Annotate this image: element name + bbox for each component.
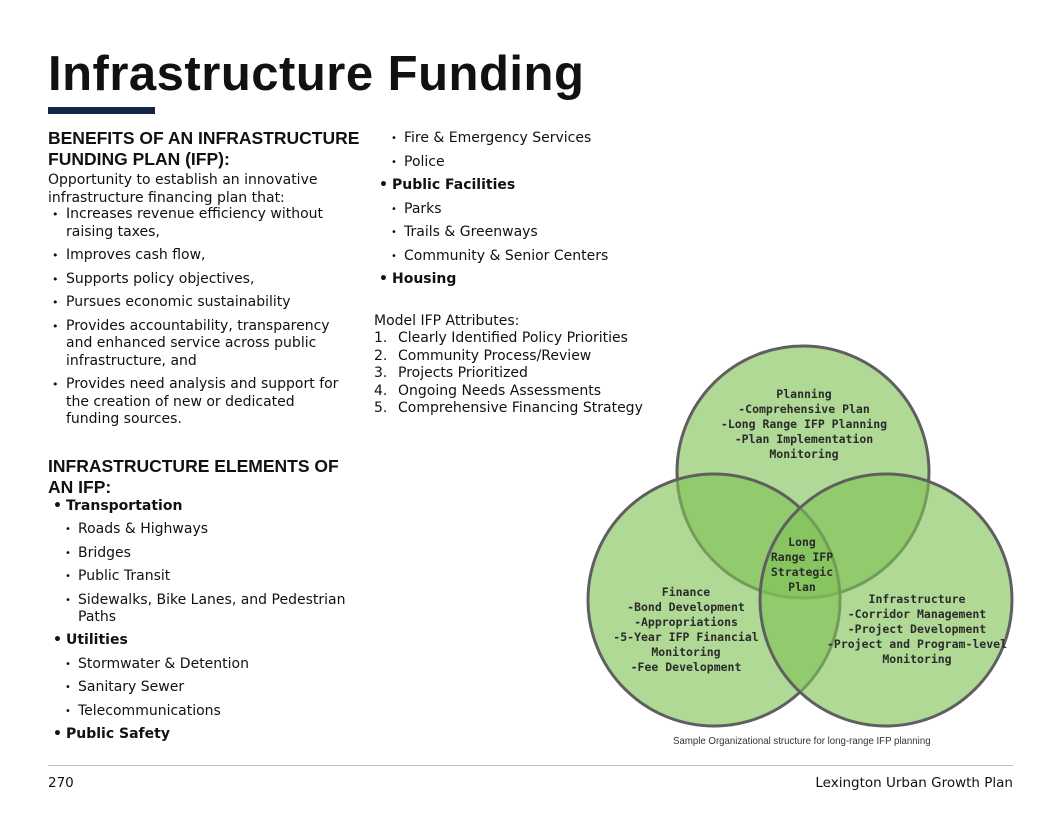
benefit-item: • Increases revenue efficiency without raising taxes, bbox=[48, 206, 348, 241]
title-underline bbox=[48, 107, 155, 114]
attribute-text: Community Process/Review bbox=[398, 347, 592, 364]
attribute-number: 5. bbox=[374, 400, 388, 416]
venn-center-line: Plan bbox=[788, 580, 816, 594]
element-category: • Transportation bbox=[48, 498, 368, 516]
venn-infrastructure-line: -Corridor Management bbox=[847, 607, 987, 621]
element-subitem: • Bridges bbox=[48, 545, 368, 563]
venn-center-line: Range IFP bbox=[770, 550, 834, 564]
attribute-number: 4. bbox=[374, 382, 388, 399]
document-title: Lexington Urban Growth Plan bbox=[815, 775, 1013, 791]
element-subitem: • Sidewalks, Bike Lanes, and Pedestrian Paths bbox=[48, 592, 368, 627]
venn-planning-line: Monitoring bbox=[769, 447, 839, 461]
attribute-number: 3. bbox=[374, 365, 388, 381]
venn-finance-line: -Appropriations bbox=[634, 615, 738, 629]
benefit-item: • Provides accountability, transparency and enhanced service across public infrastructure, and bbox=[48, 318, 348, 371]
venn-finance-line: -5-Year IFP Financial bbox=[613, 630, 759, 644]
element-subitem: • Public Transit bbox=[48, 568, 368, 586]
element-subitem: • Parks bbox=[374, 201, 654, 219]
benefits-list bbox=[48, 206, 348, 435]
element-subitem: • Sanitary Sewer bbox=[48, 679, 368, 697]
attribute-text: Projects Prioritized bbox=[398, 365, 528, 381]
element-subitem: • Roads & Highways bbox=[48, 521, 368, 539]
attribute-text: Ongoing Needs Assessments bbox=[398, 382, 602, 399]
element-subitem: • Trails & Greenways bbox=[374, 224, 654, 242]
element-category: • Public Safety bbox=[48, 726, 368, 744]
benefit-item: • Pursues economic sustainability bbox=[48, 294, 348, 312]
venn-planning-line: -Plan Implementation bbox=[734, 432, 874, 446]
footer-divider bbox=[48, 765, 1013, 766]
venn-planning-line: -Long Range IFP Planning bbox=[720, 417, 888, 431]
element-category: • Public Facilities bbox=[374, 177, 654, 195]
benefit-item: • Improves cash flow, bbox=[48, 247, 348, 265]
elements-list-continued bbox=[374, 130, 654, 295]
page-number: 270 bbox=[48, 775, 74, 791]
element-subitem: • Police bbox=[374, 154, 654, 172]
venn-infrastructure-line: Infrastructure bbox=[868, 592, 966, 606]
attribute-text: Comprehensive Financing Strategy bbox=[398, 400, 643, 416]
elements-list bbox=[48, 498, 368, 749]
venn-finance-line: Monitoring bbox=[651, 645, 721, 659]
venn-infrastructure-line: -Project and Program-level bbox=[826, 637, 1008, 651]
benefit-item: • Provides need analysis and support for the creation of new or dedicated funding sources. bbox=[48, 376, 348, 429]
benefits-intro: Opportunity to establish an innovative infrastructure financing plan that: bbox=[48, 172, 318, 206]
element-category: • Utilities bbox=[48, 632, 368, 650]
element-subitem: • Stormwater & Detention bbox=[48, 656, 368, 674]
benefits-heading: BENEFITS OF AN INFRASTRUCTURE FUNDING PLAN (IFP): bbox=[48, 128, 360, 169]
element-subitem: • Community & Senior Centers bbox=[374, 248, 654, 266]
element-subitem: • Telecommunications bbox=[48, 703, 368, 721]
venn-center-line: Strategic bbox=[770, 565, 834, 579]
element-category: • Housing bbox=[374, 271, 654, 289]
attribute-text: Clearly Identified Policy Priorities bbox=[398, 330, 628, 346]
venn-infrastructure-line: Monitoring bbox=[882, 652, 952, 666]
venn-infrastructure-line: -Project Development bbox=[847, 622, 987, 636]
venn-finance-line: -Bond Development bbox=[627, 600, 745, 614]
elements-heading: INFRASTRUCTURE ELEMENTS OF AN IFP: bbox=[48, 456, 339, 497]
venn-caption: Sample Organizational structure for long-range IFP planning bbox=[673, 735, 931, 747]
venn-finance-line: Finance bbox=[661, 585, 711, 599]
element-subitem: • Fire & Emergency Services bbox=[374, 130, 654, 148]
attributes-heading: Model IFP Attributes: bbox=[374, 313, 520, 329]
attribute-number: 2. bbox=[374, 347, 388, 364]
venn-diagram bbox=[585, 340, 1015, 740]
venn-planning-line: Planning bbox=[776, 387, 832, 401]
benefit-item: • Supports policy objectives, bbox=[48, 271, 348, 289]
venn-planning-line: -Comprehensive Plan bbox=[738, 402, 870, 416]
venn-center-line: Long bbox=[788, 535, 816, 549]
page-title: Infrastructure Funding bbox=[48, 47, 585, 101]
attribute-number: 1. bbox=[374, 330, 388, 346]
venn-finance-line: -Fee Development bbox=[630, 660, 742, 674]
